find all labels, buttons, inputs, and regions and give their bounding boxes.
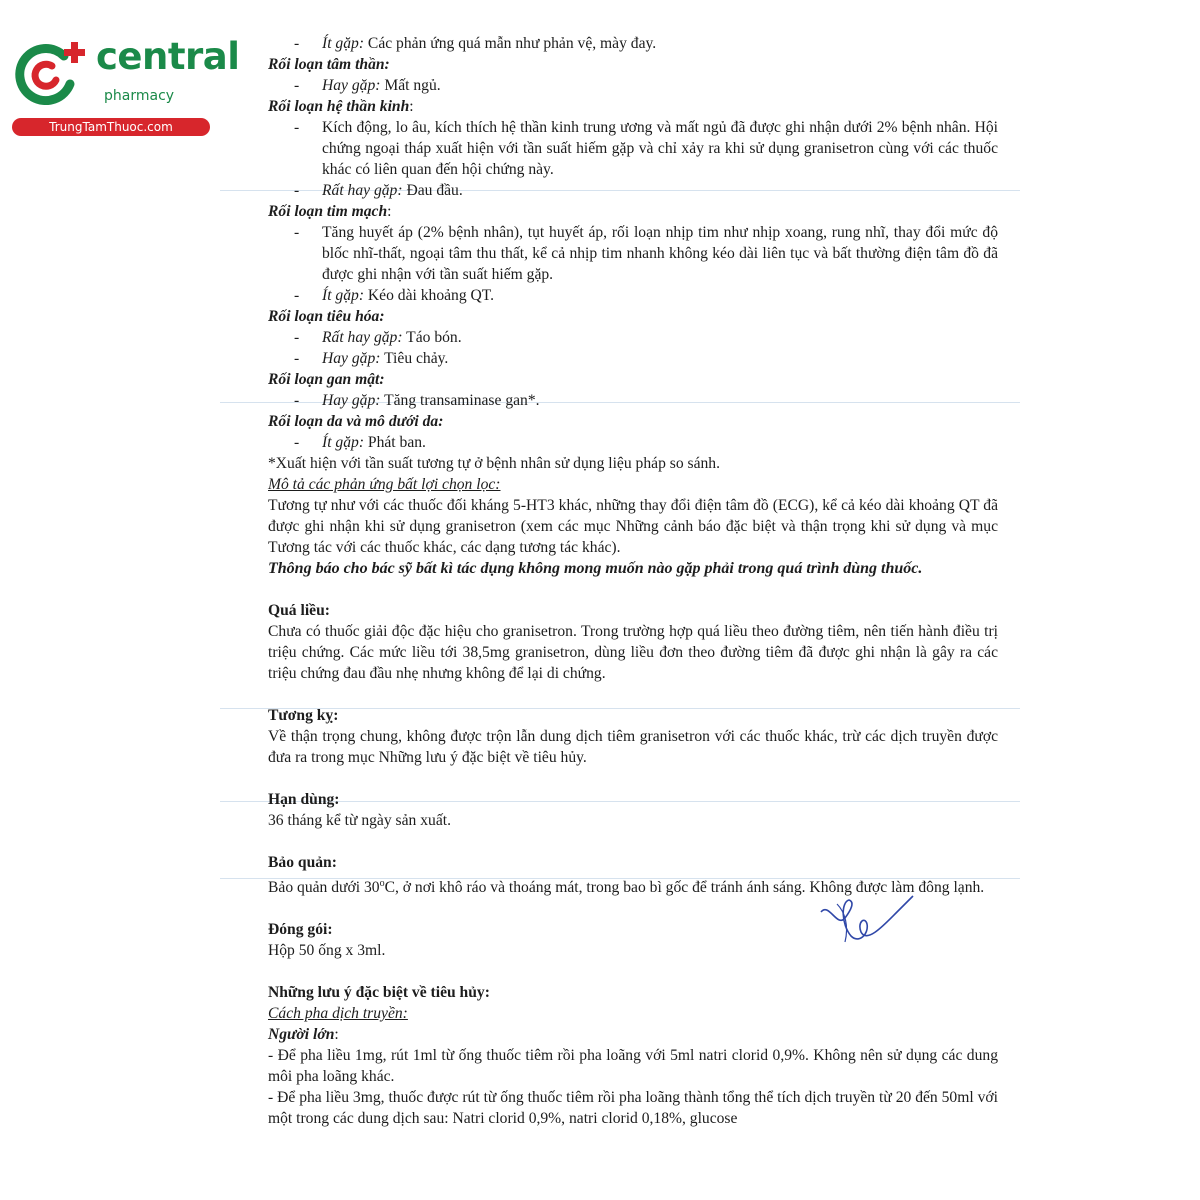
- section-heading: Rối loạn tim mạch:: [268, 203, 392, 220]
- list-item: - Hay gặp: Tăng transaminase gan*.: [268, 390, 998, 411]
- paragraph: Bảo quản dưới 30$^o$C, ở nơi khô ráo và thoáng mát, trong bao bì gốc để tránh ánh sáng. Không được làm đông lạnh.: [268, 878, 985, 897]
- paragraph: - Để pha liều 1mg, rút 1ml từ ống thuốc tiêm rồi pha loãng với 5ml natri clorid 0,9%. Không nên sử dụng các dung môi pha loãng khác.: [268, 1047, 998, 1086]
- pharmacy-c-cross-icon: [12, 40, 90, 108]
- subsection-title: Người lớn:: [268, 1026, 339, 1044]
- brand-url[interactable]: TrungTamThuoc.com: [12, 118, 210, 136]
- paragraph: Tương tự như với các thuốc đối kháng 5-HT3 khác, những thay đổi điện tâm đồ (ECG), kể cả kéo dài khoảng QT đã được ghi nhận khi sử dụng granisetron (xem các mục Những cảnh báo đặc biệt và thận trọng khi sử dụng và mục Tương tác với các thuốc khác, các dạng tương tác khác).: [268, 497, 998, 556]
- document-page: [268, 33, 998, 1129]
- subsection-title: Mô tả các phản ứng bất lợi chọn lọc:: [268, 476, 501, 493]
- brand-subtitle: pharmacy: [104, 88, 175, 104]
- brand-name: central: [96, 35, 240, 78]
- list-item: - Tăng huyết áp (2% bệnh nhân), tụt huyết áp, rối loạn nhịp tim như nhịp xoang, rung nhĩ, thay đổi mức độ blốc nhĩ-thất, ngoại tâm thu thất, kể cả nhịp tim nhanh không kéo dài liên tục và bất thường điện tâm đồ đã được ghi nhận với tần suất hiếm gặp.: [268, 222, 998, 285]
- list-item: - Rất hay gặp: Đau đầu.: [268, 180, 998, 201]
- section-title-bao-quan: Bảo quản:: [268, 854, 337, 871]
- paragraph: Chưa có thuốc giải độc đặc hiệu cho granisetron. Trong trường hợp quá liều theo đường tiêm, nên tiến hành điều trị triệu chứng. Các mức liều tới 38,5mg granisetron, dùng liều đơn theo đường tiêm đã được ghi nhận là gây ra các triệu chứng đau đầu nhẹ nhưng không để lại di chứng.: [268, 623, 998, 682]
- warning-note: Thông báo cho bác sỹ bất kì tác dụng không mong muốn nào gặp phải trong quá trình dùng thuốc.: [268, 560, 923, 577]
- section-heading: Rối loạn tiêu hóa:: [268, 308, 385, 325]
- paragraph: Về thận trọng chung, không được trộn lẫn dung dịch tiêm granisetron với các thuốc khác, trừ các dịch truyền được đưa ra trong mục Những lưu ý đặc biệt về tiêu hủy.: [268, 728, 998, 766]
- paragraph: Hộp 50 ống x 3ml.: [268, 942, 386, 960]
- list-item: - Kích động, lo âu, kích thích hệ thần kinh trung ương và mất ngủ đã được ghi nhận dưới 2% bệnh nhân. Hội chứng ngoại tháp xuất hiện với tần suất hiếm gặp và chỉ xảy ra khi sử dụng granisetron cùng với các thuốc khác có liên quan đến hội chứng này.: [268, 117, 998, 180]
- list-item: - Hay gặp: Tiêu chảy.: [268, 348, 998, 369]
- brand-logo[interactable]: [12, 35, 240, 138]
- section-title-tuong-ky: Tương kỵ:: [268, 707, 339, 724]
- list-item: - Ít gặp: Kéo dài khoảng QT.: [268, 285, 998, 306]
- list-item: - Ít gặp: Phát ban.: [268, 432, 998, 453]
- section-heading: Rối loạn gan mật:: [268, 371, 385, 388]
- paragraph: 36 tháng kể từ ngày sản xuất.: [268, 812, 451, 829]
- paragraph: - Để pha liều 3mg, thuốc được rút từ ống thuốc tiêm rồi pha loãng thành tổng thể tích dịch truyền từ 20 đến 50ml với một trong các dung dịch sau: Natri clorid 0,9%, natri clorid 0,18%, glucose: [268, 1089, 998, 1128]
- list-item: - Rất hay gặp: Táo bón.: [268, 327, 998, 348]
- list-item: - Hay gặp: Mất ngủ.: [268, 75, 998, 96]
- section-title-tieu-huy: Những lưu ý đặc biệt về tiêu hủy:: [268, 984, 490, 1002]
- section-heading: Rối loạn hệ thần kinh:: [268, 98, 414, 115]
- section-heading: Rối loạn tâm thần:: [268, 56, 390, 73]
- section-title-qua-lieu: Quá liều:: [268, 602, 330, 619]
- subsection-title: Cách pha dịch truyền:: [268, 1005, 408, 1023]
- section-title-dong-goi: Đóng gói:: [268, 921, 333, 939]
- list-item: - Ít gặp: Các phản ứng quá mẫn như phản vệ, mày đay.: [268, 33, 998, 54]
- footnote: *Xuất hiện với tần suất tương tự ở bệnh nhân sử dụng liệu pháp so sánh.: [268, 455, 721, 472]
- section-title-han-dung: Hạn dùng:: [268, 791, 340, 808]
- section-heading: Rối loạn da và mô dưới da:: [268, 413, 444, 430]
